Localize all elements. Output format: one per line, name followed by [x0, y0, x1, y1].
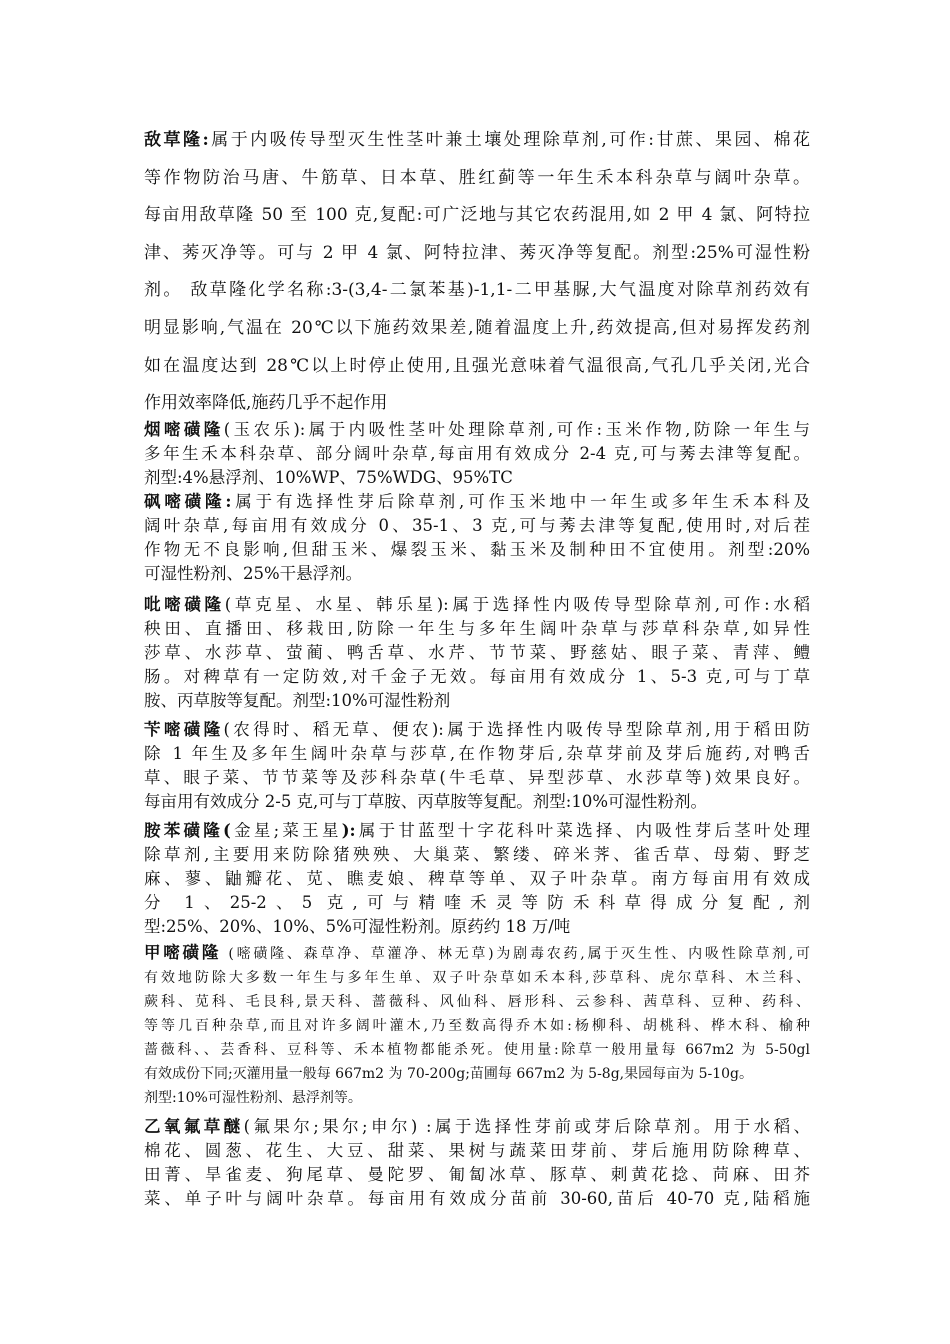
line-text: 胺、丙草胺等复配。剂型:10%可湿性粉剂 [144, 691, 451, 710]
text-line [144, 1163, 810, 1187]
line-text: 属于有选择性芽后除草剂,可作玉米地中一年生或多年生禾本科及 [231, 492, 810, 511]
paragraph-sulfometuron [144, 941, 810, 1110]
text-line [144, 966, 810, 990]
line-text: 棉花、圆葱、花生、大豆、甜菜、果树与蔬菜田芽前、芽后施用防除稗草、 [144, 1141, 810, 1160]
term-heading: 乙氧氟草醚 [144, 1117, 244, 1136]
text-line [144, 990, 810, 1014]
line-text: 剂型:4%悬浮剂、10%WP、75%WDG、95%TC [144, 468, 513, 487]
line-text: 草、眼子菜、节节菜等及莎科杂草(牛毛草、异型莎草、水莎草等)效果良好。 [144, 768, 810, 787]
text-line [144, 418, 810, 442]
line-text: 属于甘蓝型十字花科叶菜选择、内吸性芽后茎叶处理 [355, 821, 810, 840]
text-line [144, 617, 810, 641]
term-heading: 胺苯磺隆( [144, 821, 231, 840]
term-heading-close: ): [341, 821, 356, 840]
line-text: 明显影响,气温在 20℃以下施药效果差,随着温度上升,药效提高,但对易挥发药剂 [144, 317, 810, 338]
line-text: 莎草、水莎草、萤蔺、鸭舌草、水芹、节节菜、野慈姑、眼子菜、青萍、鳢 [144, 643, 810, 662]
line-text: 分 1、25-2、5 克,可与精喹禾灵等防禾科草得成分复配,剂 [144, 893, 810, 912]
line-text: (草克星、水星、韩乐星):属于选择性内吸传导型除草剂,可作:水稻 [224, 595, 810, 614]
line-text: 作物无不良影响,但甜玉米、爆裂玉米、黏玉米及制种田不宜使用。剂型:20% [144, 540, 810, 559]
text-line [144, 1187, 810, 1211]
line-text: 肠。对稗草有一定防效,对千金子无效。每亩用有效成分 1、5-3 克,可与丁草 [144, 667, 810, 686]
text-line [144, 843, 810, 867]
text-line [144, 1038, 810, 1062]
line-text: (农得时、稻无草、便农):属于选择性内吸传导型除草剂,用于稻田防 [223, 720, 810, 739]
text-line [144, 1139, 810, 1163]
text-line [144, 442, 810, 466]
line-text: 蕨科、苋科、毛艮科,景天科、蔷薇科、风仙科、唇形科、云参科、茜草科、豆种、药科、 [144, 994, 810, 1010]
line-text: 剂。 敌草隆化学名称:3-(3,4-二氯苯基)-1,1-二甲基脲,大气温度对除草剂药效有 [144, 280, 810, 301]
text-line [144, 1014, 810, 1038]
paragraph-bensulfuron [144, 718, 810, 814]
text-line [144, 310, 810, 348]
text-line [144, 1115, 810, 1139]
term-heading: 苄嘧磺隆 [144, 720, 224, 739]
text-line [144, 514, 810, 538]
line-text: 型:25%、20%、10%、5%可湿性粉剂。原药约 18 万/吨 [144, 917, 571, 936]
term-heading: 烟嘧磺隆 [144, 420, 224, 439]
text-line [144, 1086, 810, 1110]
line-text: 作用效率降低,施药几乎不起作用 [144, 393, 388, 414]
text-line [144, 718, 810, 742]
term-heading: 敌草隆: [144, 130, 209, 150]
line-text: 金星;菜王星 [230, 821, 342, 840]
line-text: 阔叶杂草,每亩用有效成分 0、35-1、3 克,可与莠去津等复配,使用时,对后茬 [144, 516, 810, 535]
line-text: (玉农乐):属于内吸性茎叶处理除草剂,可作:玉米作物,防除一年生与 [223, 420, 810, 439]
line-text: 麻、蓼、鼬瓣花、苋、瞧麦娘、稗草等单、双子叶杂草。南方每亩用有效成 [144, 869, 810, 888]
text-line [144, 867, 810, 891]
line-text: 除草剂,主要用来防除猪殃殃、大巢菜、繁缕、碎米荠、雀舌草、母菊、野芝 [144, 845, 810, 864]
text-line [144, 915, 810, 939]
text-line [144, 538, 810, 562]
text-line [144, 941, 810, 966]
text-line [144, 766, 810, 790]
line-text: 可湿性粉剂、25%干悬浮剂。 [144, 564, 363, 583]
line-text: 多年生禾本科杂草、部分阔叶杂草,每亩用有效成分 2-4 克,可与莠去津等复配。 [144, 444, 810, 463]
line-text: 秧田、直播田、移栽田,防除一年生与多年生阔叶杂草与莎草科杂草,如异性 [144, 619, 810, 638]
text-line [144, 819, 810, 843]
line-text: 属于内吸传导型灭生性茎叶兼土壤处理除草剂,可作:甘蔗、果园、棉花 [208, 130, 810, 150]
text-line [144, 490, 810, 514]
text-line [144, 235, 810, 273]
line-text: 每亩用敌草隆 50 至 100 克,复配:可广泛地与其它农药混用,如 2 甲 4 氯、阿特拉 [144, 205, 810, 226]
paragraph-rimsulfuron [144, 490, 810, 586]
text-line [144, 641, 810, 665]
text-line [144, 272, 810, 310]
line-text: 每亩用有效成分 2-5 克,可与丁草胺、丙草胺等复配。剂型:10%可湿性粉剂。 [144, 792, 708, 811]
line-text: 等等几百种杂草,而且对许多阔叶灌木,乃至数高得乔木如:杨柳科、胡桃科、桦木科、榆种 [144, 1018, 810, 1034]
text-line [144, 466, 810, 490]
line-text: (氟果尔;果尔;申尔) :属于选择性芽前或芽后除草剂。用于水稻、 [243, 1117, 810, 1136]
line-text: 除 1 年生及多年生阔叶杂草与莎草,在作物芽后,杂草芽前及芽后施药,对鸭舌 [144, 744, 810, 763]
text-line [144, 562, 810, 586]
text-line [144, 665, 810, 689]
term-heading: 砜嘧磺隆: [144, 492, 232, 511]
line-text: 有效成份下同;灭灌用量一般每 667m2 为 70-200g;苗圃每 667m2 为 5-8g,果园每亩为 5-10g。 [144, 1066, 753, 1082]
line-text: 菜、单子叶与阔叶杂草。每亩用有效成分苗前 30-60,苗后 40-70 克,陆稻施 [144, 1189, 810, 1208]
line-text: 如在温度达到 28℃以上时停止使用,且强光意味着气温很高,气孔几乎关闭,光合 [144, 355, 810, 376]
text-line [144, 122, 810, 160]
text-line [144, 689, 810, 713]
text-line [144, 593, 810, 617]
term-heading: 甲嘧磺隆 [144, 943, 222, 962]
term-heading: 吡嘧磺隆 [144, 595, 225, 614]
line-text: 剂型:10%可湿性粉剂、悬浮剂等。 [144, 1090, 362, 1106]
line-text: 蔷薇科、、芸香科、豆科等、禾本植物都能杀死。使用量:除草一般用量每 667m2 为 5-50gl [144, 1042, 810, 1058]
text-line [144, 160, 810, 198]
paragraph-pyrazosulfuron [144, 593, 810, 713]
paragraph-ethametsulfuron [144, 819, 810, 939]
text-line [144, 891, 810, 915]
line-text: 等作物防治马唐、牛筋草、日本草、胜红蓟等一年生禾本科杂草与阔叶杂草。 [144, 167, 810, 188]
line-text: 田菁、旱雀麦、狗尾草、曼陀罗、匍匐冰草、豚草、刺黄花捻、苘麻、田芥 [144, 1165, 810, 1184]
line-text: 有效地防除大多数一年生与多年生单、双子叶杂草如禾本科,莎草科、虎尔草科、木兰科、 [144, 970, 810, 986]
paragraph-nicosulfuron [144, 418, 810, 490]
line-text: 津、莠灭净等。可与 2 甲 4 氯、阿特拉津、莠灭净等复配。剂型:25%可湿性粉 [144, 242, 810, 263]
paragraph-diuron [144, 122, 810, 423]
text-line [144, 348, 810, 386]
text-line [144, 790, 810, 814]
text-line [144, 1062, 810, 1086]
text-line [144, 742, 810, 766]
line-text: (嘧磺隆、森草净、草灌净、林无草)为剧毒农药,属于灭生性、内吸性除草剂,可 [221, 946, 810, 962]
text-line [144, 197, 810, 235]
paragraph-oxyfluorfen [144, 1115, 810, 1211]
